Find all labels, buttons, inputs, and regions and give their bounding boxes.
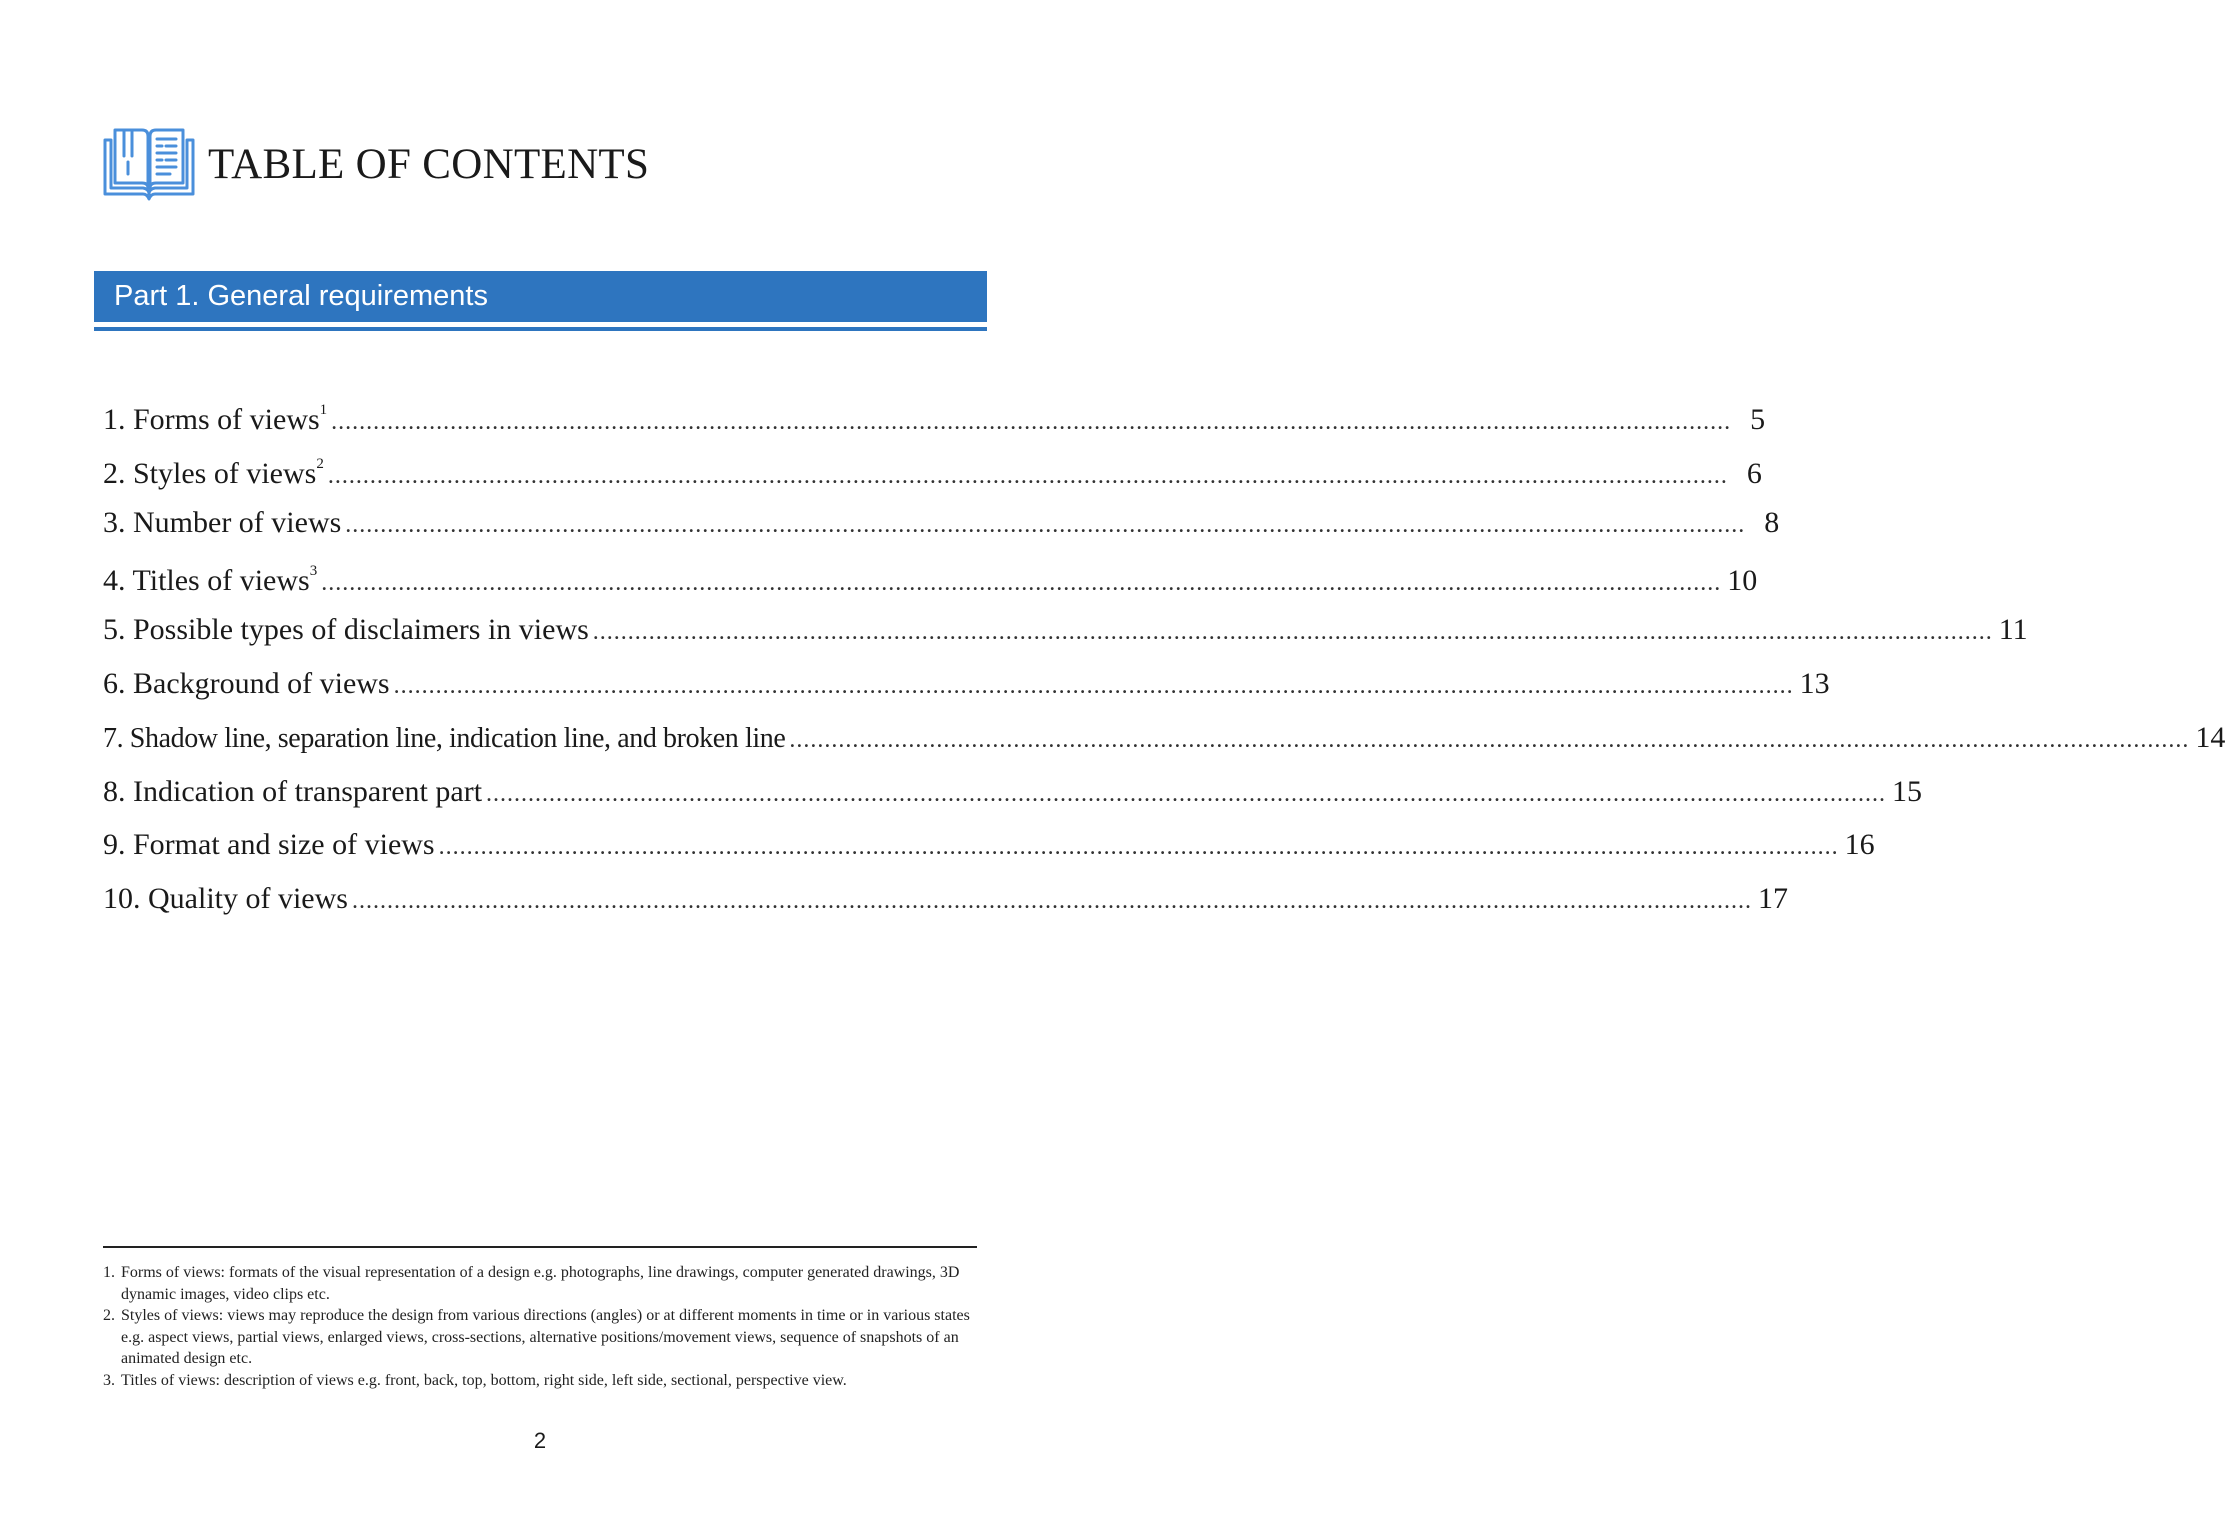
part-heading-underline	[94, 327, 987, 331]
footnote-number: 3.	[103, 1371, 115, 1389]
toc-entry-label: 5. Possible types of disclaimers in views	[103, 613, 589, 647]
toc-entry-label: 2. Styles of views$^2$	[103, 455, 324, 490]
toc-entry-page: 6	[1746, 456, 1762, 490]
toc-entry-label: 10. Quality of views	[103, 882, 348, 916]
footnote-number: 1.	[103, 1264, 115, 1281]
toc-entry-page: 17	[1757, 882, 1788, 916]
leader-dots: ........................................................................................................................................................................................................	[327, 462, 1728, 489]
leader-dots: ........................................................................................................................................................................................................	[789, 726, 2190, 753]
toc-entry-page: 14	[2195, 720, 2225, 754]
page-number: 2	[533, 1428, 547, 1453]
toc-entry[interactable]	[103, 496, 1780, 550]
toc-entry-label: 6. Background of views	[103, 666, 390, 700]
footnote-ref: 2	[316, 455, 324, 472]
toc-list	[103, 388, 2225, 926]
leader-dots: ........................................................................................................................................................................................................	[331, 409, 1732, 435]
toc-entry-label: 9. Format and size of views	[103, 828, 435, 862]
toc-entry-label: 7. Shadow line, separation line, indication line, and broken line	[103, 722, 786, 754]
toc-entry-page: 13	[1799, 666, 1830, 700]
toc-entry-page: 8	[1764, 505, 1780, 539]
toc-entry-page: 15	[1892, 774, 1923, 808]
part-heading: Part 1. General requirements	[94, 271, 987, 322]
toc-entry-label: 3. Number of views	[103, 505, 342, 539]
toc-entry-label: 4. Titles of views$^3$	[103, 563, 318, 598]
leader-dots: ........................................................................................................................................................................................................	[393, 672, 1794, 699]
toc-entry[interactable]	[103, 442, 1762, 496]
footnote-text: Styles of views: views may reproduce the design from various directions (angles) or at different moments in time or in various states e.g. aspect views, partial views, enlarged views, cross-sections, alternative positions/movement views, sequence of snapshots of an animated design etc.	[121, 1307, 970, 1368]
footnote-number: 2.	[103, 1307, 115, 1325]
toc-entry[interactable]	[103, 818, 1875, 872]
footnote-divider	[103, 1246, 977, 1248]
footnote-ref: 3	[309, 563, 318, 580]
footnote	[103, 1370, 977, 1392]
page-title: TABLE OF CONTENTS	[208, 140, 650, 188]
footnote-text: Forms of views: formats of the visual representation of a design e.g. photographs, line drawings, computer generated drawings, 3D dynamic images, video clips etc.	[121, 1264, 960, 1303]
toc-entry-page: 5	[1750, 403, 1766, 436]
footnote	[103, 1262, 977, 1305]
toc-entry[interactable]	[103, 711, 2225, 765]
toc-entry-label: 1. Forms of views$^1$	[103, 402, 328, 436]
toc-entry[interactable]	[103, 872, 1788, 926]
book-icon	[102, 126, 196, 202]
leader-dots: ........................................................................................................................................................................................................	[438, 834, 1839, 861]
footnote-ref: 1	[319, 402, 328, 418]
leader-dots: ........................................................................................................................................................................................................	[486, 780, 1887, 807]
toc-entry-label: 8. Indication of transparent part	[103, 774, 483, 808]
toc-entry-page: 16	[1844, 828, 1875, 862]
footnotes	[103, 1262, 977, 1392]
toc-entry[interactable]	[103, 603, 2028, 657]
toc-entry[interactable]	[103, 657, 1830, 711]
leader-dots: ........................................................................................................................................................................................................	[345, 511, 1746, 538]
toc-entry[interactable]	[103, 765, 1923, 819]
footnote-text: Titles of views: description of views e.g. front, back, top, bottom, right side, left side, sectional, perspective view.	[121, 1371, 847, 1389]
leader-dots: ........................................................................................................................................................................................................	[351, 888, 1752, 915]
title-row	[102, 126, 649, 202]
toc-entry[interactable]	[103, 549, 1758, 603]
leader-dots: ........................................................................................................................................................................................................	[592, 619, 1993, 646]
leader-dots: ........................................................................................................................................................................................................	[321, 570, 1722, 597]
toc-entry-page: 11	[1998, 613, 2028, 647]
toc-entry-page: 10	[1727, 564, 1758, 598]
footnote	[103, 1305, 977, 1370]
toc-entry[interactable]	[103, 388, 1766, 442]
